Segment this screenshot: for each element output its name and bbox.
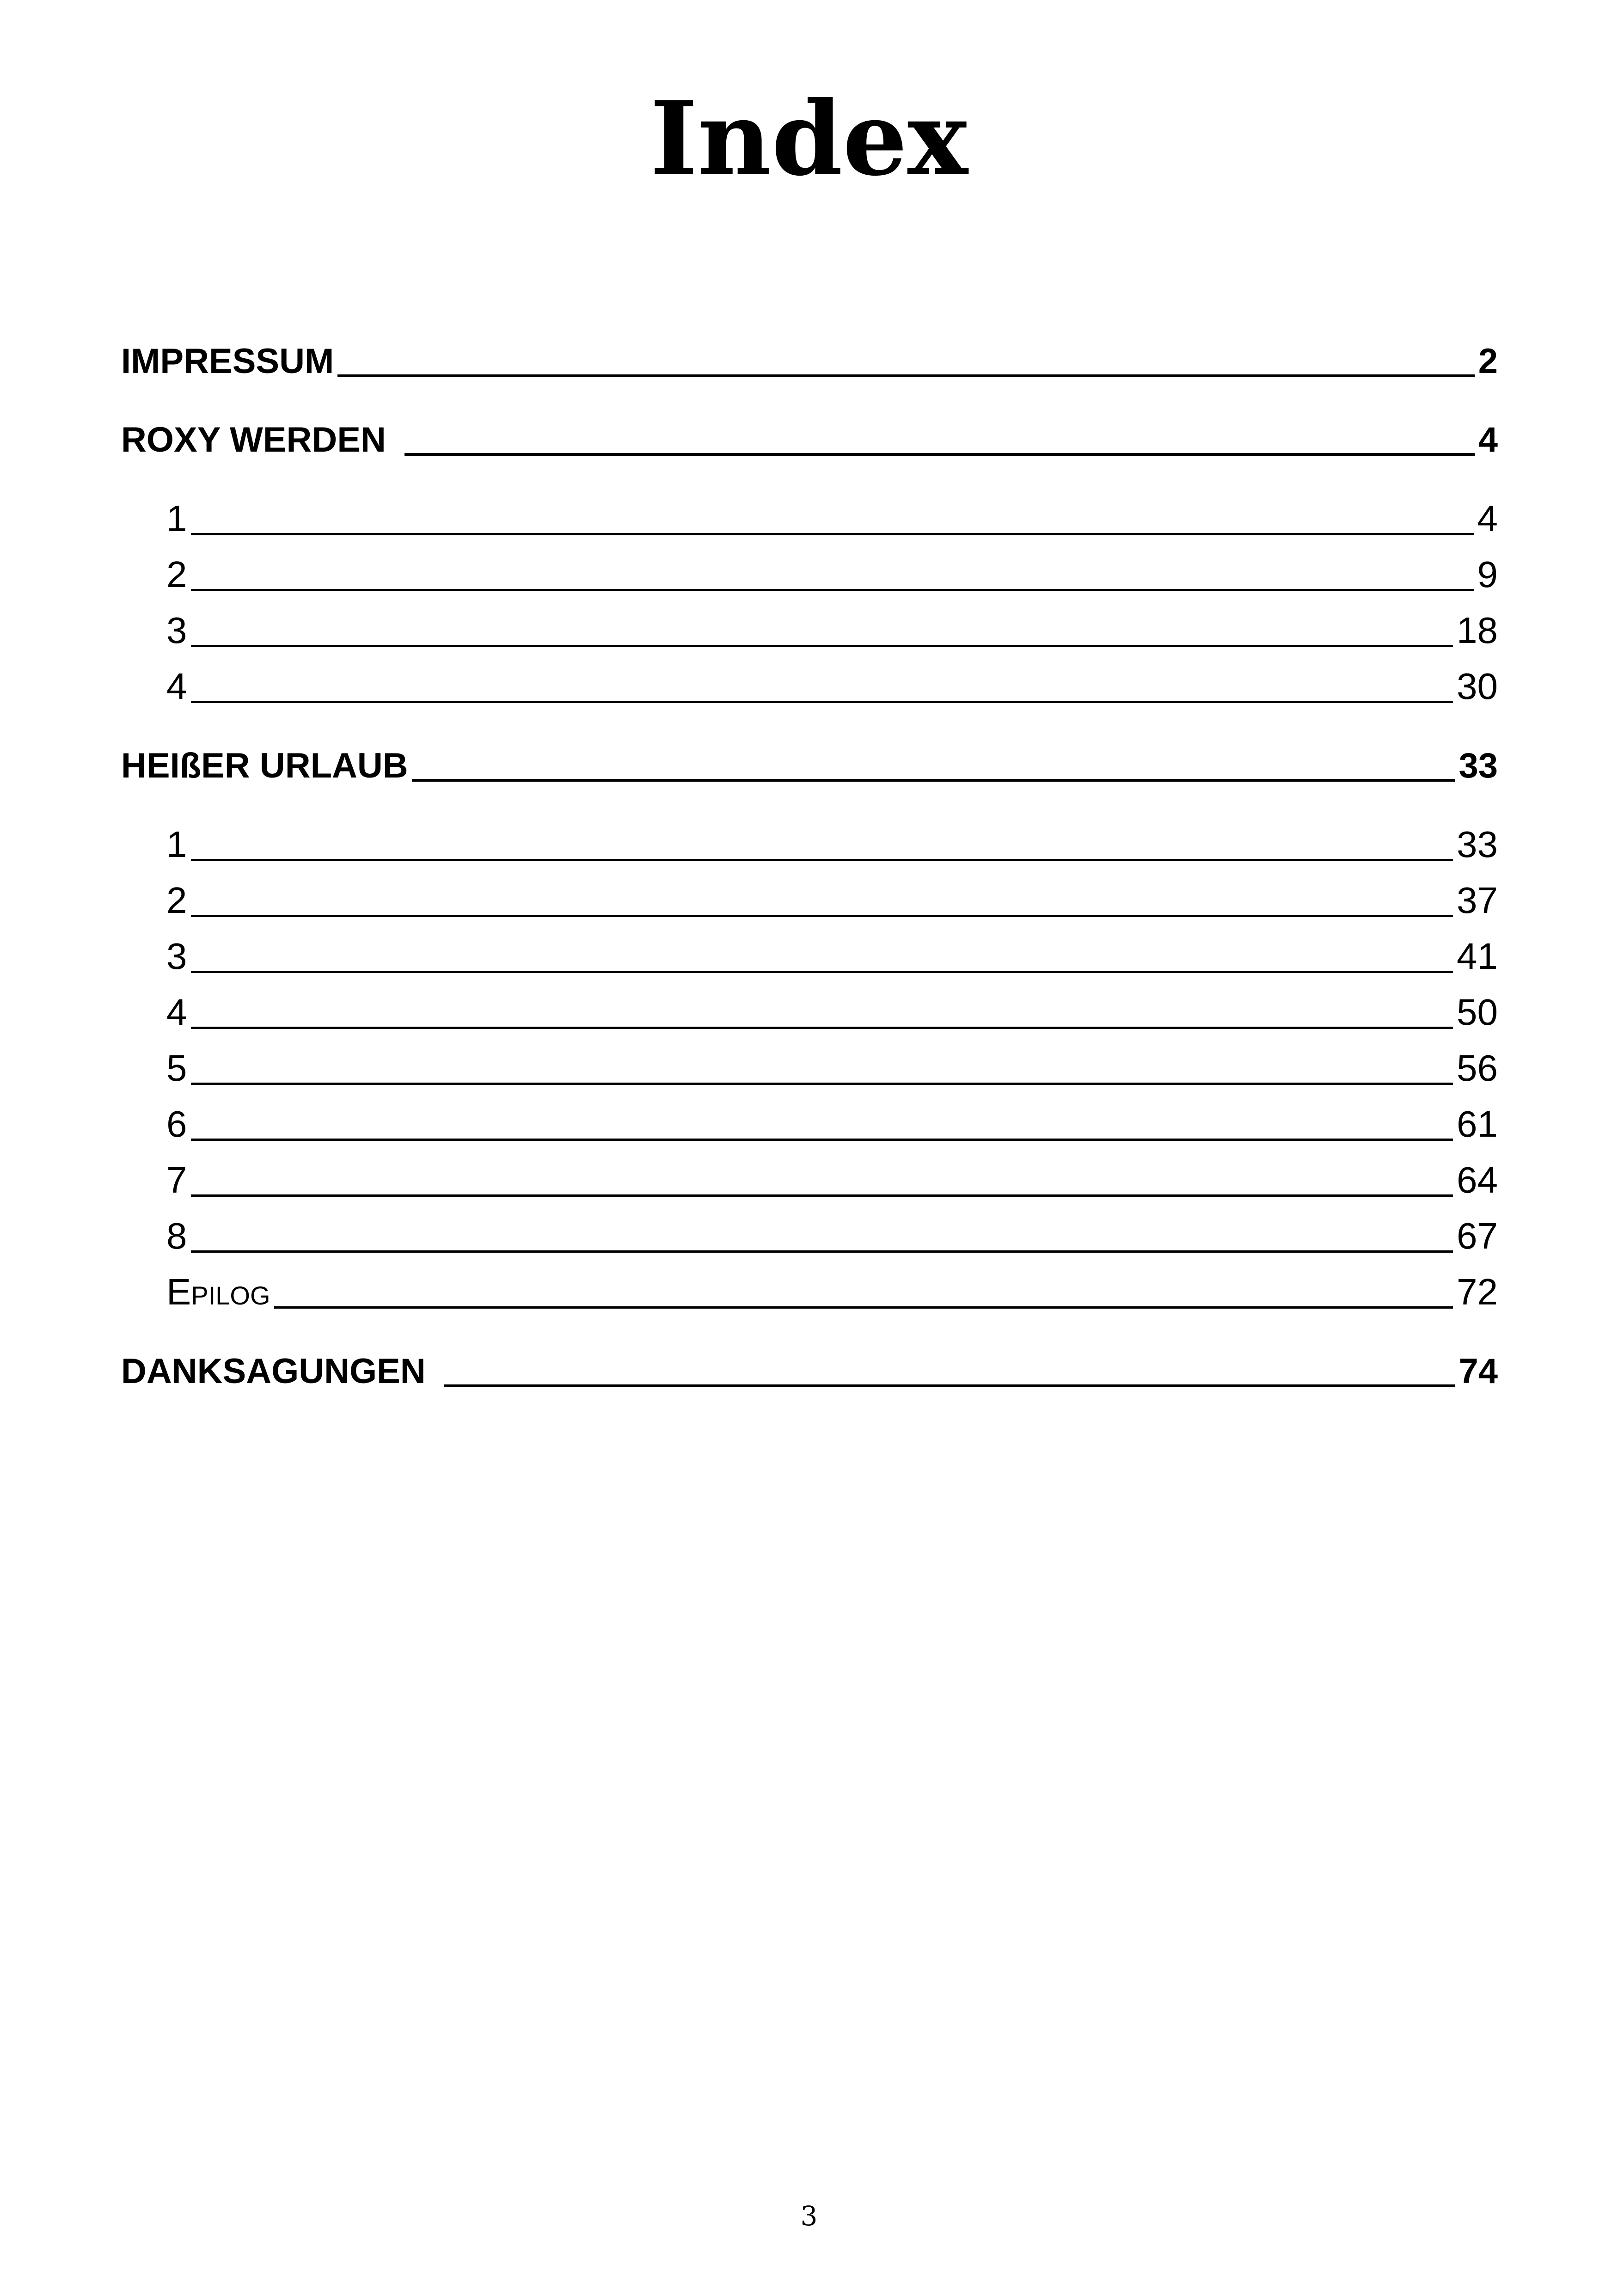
toc-leader-line (191, 589, 1474, 591)
toc-leader-line (191, 859, 1453, 861)
toc-leader-line (191, 1250, 1453, 1253)
toc-leader-line (191, 701, 1453, 703)
toc-leader-line (444, 1384, 1455, 1387)
toc-entry-label: 3 (166, 610, 187, 651)
toc-entry-page: 56 (1457, 1047, 1498, 1089)
toc-entry-page: 33 (1457, 824, 1498, 865)
toc-entry-heisser-urlaub[interactable] (121, 733, 1498, 784)
toc-entry-label: 1 (166, 498, 187, 539)
toc-entry-page: 2 (1478, 342, 1498, 381)
toc-entry-page: 4 (1477, 498, 1498, 539)
toc-entry-urlaub-3[interactable] (121, 924, 1498, 975)
toc-entry-urlaub-8[interactable] (121, 1204, 1498, 1255)
toc-entry-label: 4 (166, 666, 187, 707)
toc-entry-label: ROXY WERDEN (121, 420, 386, 459)
toc-leader-line (191, 533, 1474, 535)
toc-entry-page: 67 (1457, 1215, 1498, 1256)
toc-leader-line (274, 1306, 1453, 1309)
toc-leader-line (191, 915, 1453, 917)
toc-entry-page: 33 (1459, 746, 1498, 785)
toc-entry-roxy-3[interactable] (121, 598, 1498, 649)
toc-entry-urlaub-4[interactable] (121, 980, 1498, 1031)
toc-leader-line (191, 1139, 1453, 1141)
toc-entry-urlaub-1[interactable] (121, 812, 1498, 863)
toc-entry-roxy-werden[interactable] (121, 407, 1498, 458)
toc-leader-line (191, 1083, 1453, 1085)
toc-entry-label: 4 (166, 992, 187, 1033)
page-title: Index (650, 79, 968, 198)
toc-entry-label: HEIßER URLAUB (121, 746, 408, 785)
toc-entry-danksagungen[interactable] (121, 1338, 1498, 1389)
toc-entry-page: 37 (1457, 880, 1498, 921)
toc-entry-page: 50 (1457, 992, 1498, 1033)
toc-entry-impressum[interactable] (121, 328, 1498, 379)
toc-entry-urlaub-2[interactable] (121, 868, 1498, 919)
toc-entry-label: 8 (166, 1215, 187, 1256)
toc-entry-page: 30 (1457, 666, 1498, 707)
toc-entry-label: 7 (166, 1159, 187, 1200)
toc-leader-line (191, 645, 1453, 647)
toc-entry-label: DANKSAGUNGEN (121, 1352, 426, 1391)
toc-entry-label: IMPRESSUM (121, 342, 334, 381)
toc-leader-line (337, 374, 1474, 377)
toc-entry-page: 9 (1477, 554, 1498, 595)
toc-entry-page: 41 (1457, 936, 1498, 977)
toc-entry-label: 2 (166, 554, 187, 595)
toc-entry-label: Epilog (166, 1271, 270, 1312)
toc-leader-line (412, 779, 1455, 782)
toc-leader-line (191, 971, 1453, 973)
toc-leader-line (191, 1027, 1453, 1029)
toc-entry-roxy-1[interactable] (121, 486, 1498, 537)
toc-entry-page: 61 (1457, 1103, 1498, 1145)
toc-leader-line (404, 453, 1475, 456)
toc-entry-label: 3 (166, 936, 187, 977)
toc-entry-page: 4 (1478, 420, 1498, 459)
toc-entry-roxy-4[interactable] (121, 654, 1498, 705)
toc-entry-urlaub-5[interactable] (121, 1036, 1498, 1087)
toc-entry-label: 2 (166, 880, 187, 921)
toc-leader-line (191, 1194, 1453, 1197)
toc-entry-page: 18 (1457, 610, 1498, 651)
toc-entry-urlaub-7[interactable] (121, 1148, 1498, 1199)
toc-entry-page: 72 (1457, 1271, 1498, 1312)
toc-entry-page: 74 (1459, 1352, 1498, 1391)
toc-entry-roxy-2[interactable] (121, 542, 1498, 593)
page-number: 3 (800, 2200, 818, 2232)
toc-entry-page: 64 (1457, 1159, 1498, 1200)
toc-entry-label: 5 (166, 1047, 187, 1089)
toc-entry-urlaub-6[interactable] (121, 1092, 1498, 1143)
toc-entry-label: 6 (166, 1103, 187, 1145)
toc-entry-label: 1 (166, 824, 187, 865)
toc-entry-epilog[interactable] (121, 1260, 1498, 1310)
